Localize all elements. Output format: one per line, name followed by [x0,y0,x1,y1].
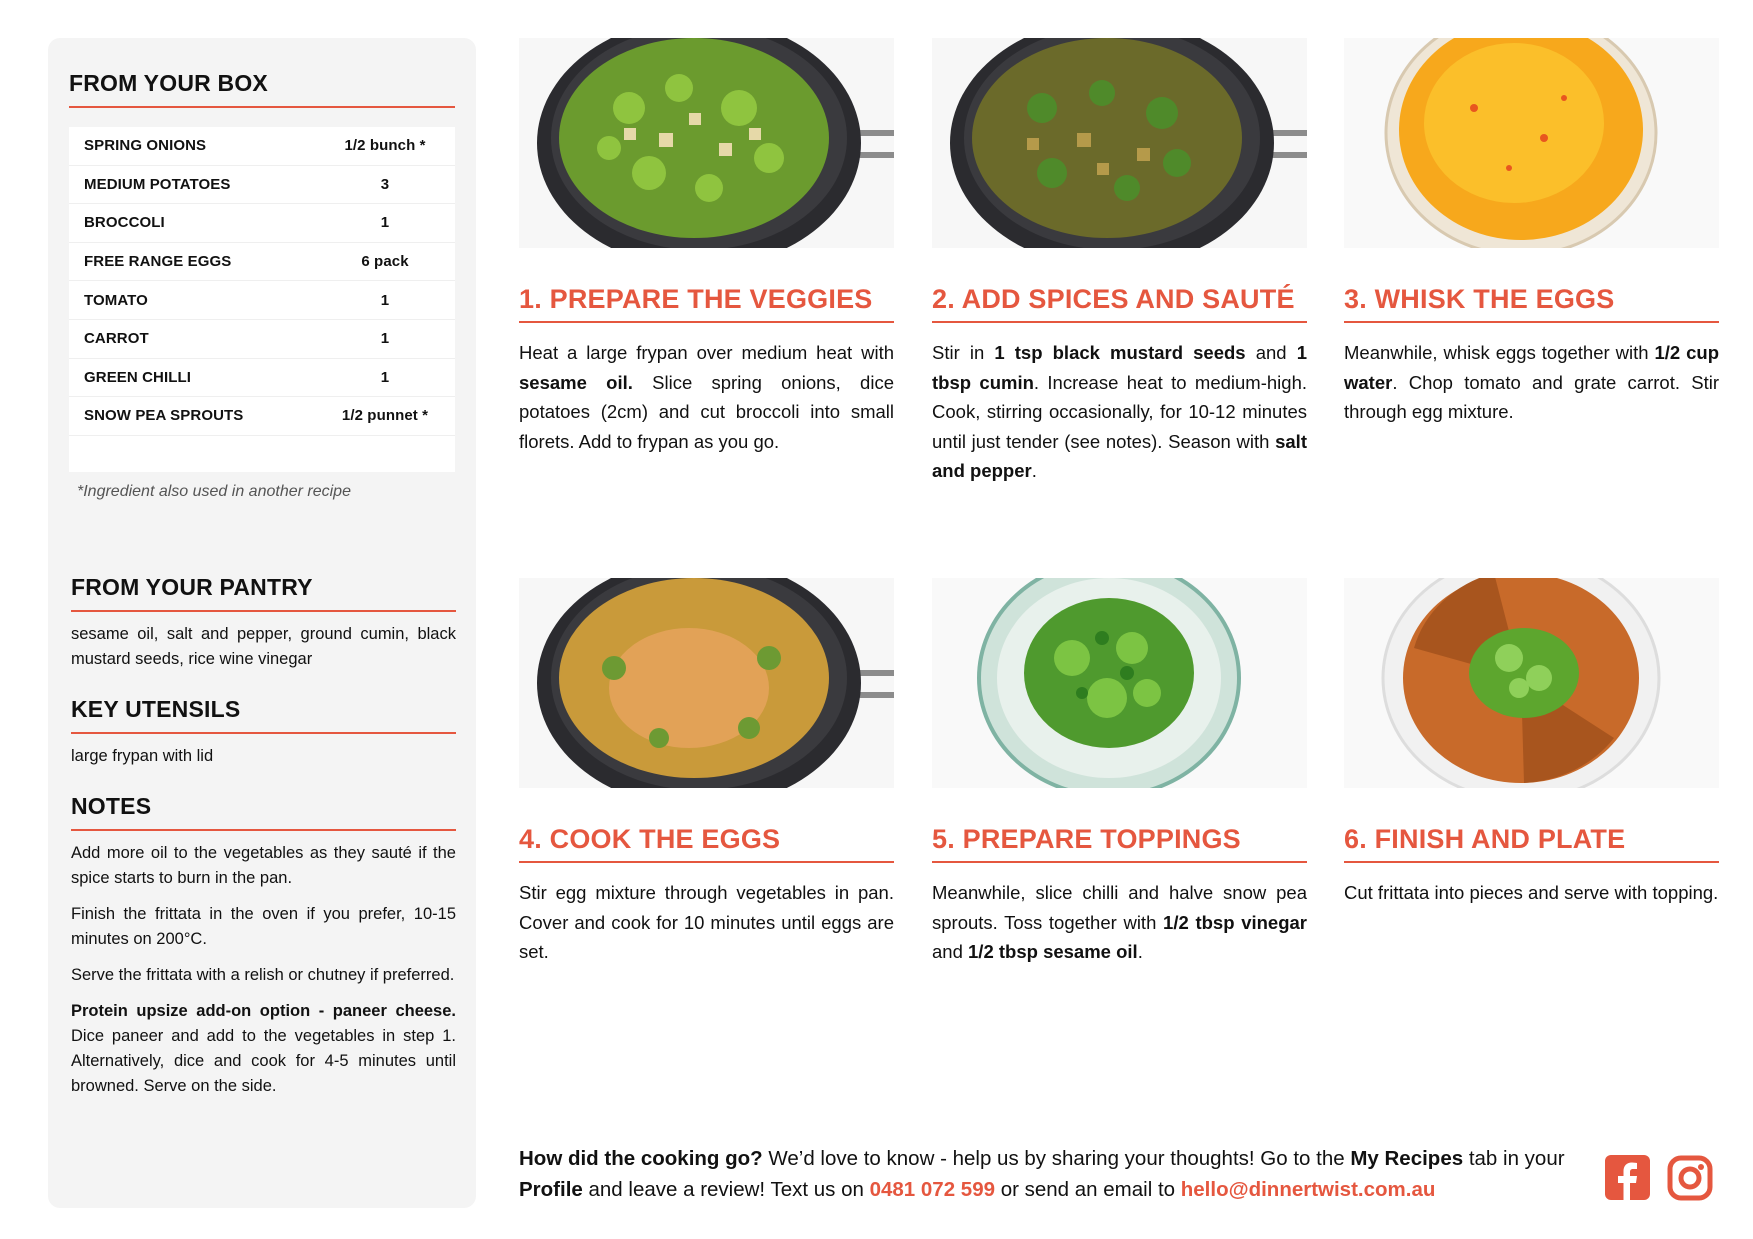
step-1-photo [519,38,894,248]
step-6-photo [1344,578,1719,788]
my-recipes-link[interactable]: My Recipes [1350,1147,1464,1170]
phone-link[interactable]: 0481 072 599 [869,1178,995,1201]
step-4-body: Stir egg mixture through vegetables in pan. Cover and cook for 10 minutes until eggs are set. [519,882,894,962]
feedback-question: How did the cooking go? [519,1147,763,1170]
note-3: Serve the frittata with a relish or chutney if preferred. [71,966,455,984]
step-5-body: Meanwhile, slice chilli and halve snow pea sprouts. Toss together with 1/2 tbsp vinegar and 1/2 tbsp sesame oil. [932,882,1307,962]
facebook-icon[interactable] [1605,1155,1650,1200]
ingredient-row [69,359,455,398]
step-6 [1344,578,1719,908]
ingredient-name: TOMATO [84,291,148,309]
step-3-body: Meanwhile, whisk eggs together with 1/2 cup water. Chop tomato and grate carrot. Stir through egg mixture. [1344,342,1720,422]
email-link[interactable]: hello@dinnertwist.com.au [1180,1178,1436,1201]
ingredients-panel [48,38,476,1208]
step-5 [932,578,1307,967]
note-1: Add more oil to the vegetables as they sauté if the spice starts to burn in the pan. [71,844,456,887]
ingredient-qty: 6 pack [361,253,409,271]
step-1 [519,38,894,456]
step-1-title: 1. PREPARE THE VEGGIES [519,284,894,323]
step-6-title: 6. FINISH AND PLATE [1344,824,1719,863]
step-3-photo [1344,38,1719,248]
ingredient-name: CARROT [84,330,149,348]
note-4-bold: Protein upsize add-on option - paneer cheese. [71,1002,456,1020]
notes-section [71,793,456,1099]
utensils-section [71,696,456,769]
ingredient-row [69,243,455,282]
ingredient-row [69,166,455,205]
step-3-title: 3. WHISK THE EGGS [1344,284,1719,323]
ingredient-name: SPRING ONIONS [84,137,207,155]
step-5-photo [932,578,1307,788]
step-4-photo [519,578,894,788]
ingredient-qty: 3 [380,175,390,193]
step-2-body: Stir in 1 tsp black mustard seeds and 1 tbsp cumin. Increase heat to medium-high. Cook, stirring occasionally, for 10-12 minutes until just tender (see notes). Season with salt and pepper. [932,342,1307,481]
ingredient-row [69,127,455,166]
ingredient-qty: 1 [380,291,390,309]
ingredient-qty: 1/2 bunch * [344,137,426,155]
step-6-body: Cut frittata into pieces and serve with topping. [1344,882,1719,903]
step-2 [932,38,1307,486]
ingredient-row [69,204,455,243]
step-1-body: Heat a large frypan over medium heat with sesame oil. Slice spring onions, dice potatoes (2cm) and cut broccoli into small florets. Add to frypan as you go. [519,342,894,452]
ingredient-qty: 1 [380,368,390,386]
instagram-icon[interactable] [1667,1155,1713,1201]
pantry-text: sesame oil, salt and pepper, ground cumin, black mustard seeds, rice wine vinegar [71,625,456,668]
note-4-text: Dice paneer and add to the vegetables in step 1. Alternatively, dice and cook for 4-5 minutes until browned. Serve on the side. [71,1027,456,1095]
from-your-box-section [69,70,455,108]
ingredient-name: SNOW PEA SPROUTS [84,407,244,425]
ingredients-table [69,127,455,472]
ingredient-qty: 1 [380,330,390,348]
ingredient-name: MEDIUM POTATOES [84,175,231,193]
ingredient-qty: 1/2 punnet * [341,407,429,425]
ingredient-name: BROCCOLI [84,214,165,232]
pantry-heading: FROM YOUR PANTRY [71,574,456,612]
ingredient-row [69,397,455,436]
step-5-title: 5. PREPARE TOPPINGS [932,824,1307,863]
step-3 [1344,38,1719,427]
ingredient-name: GREEN CHILLI [84,368,192,386]
step-4-title: 4. COOK THE EGGS [519,824,894,863]
step-2-title: 2. ADD SPICES AND SAUTÉ [932,284,1307,323]
utensils-heading: KEY UTENSILS [71,696,456,734]
step-2-photo [932,38,1307,248]
box-heading: FROM YOUR BOX [69,70,455,108]
ingredient-footnote: *Ingredient also used in another recipe [77,483,351,500]
ingredient-name: FREE RANGE EGGS [84,253,232,271]
feedback-footer: How did the cooking go? We’d love to know - help us by sharing your thoughts! Go to the My Recipes tab in your Profile and leave a review! Text us on 0481 072 599 or send an email to hello@dinnertwist.com.au [519,1147,1565,1201]
profile-link[interactable]: Profile [519,1178,583,1201]
ingredient-row [69,320,455,359]
utensils-text: large frypan with lid [71,747,214,765]
pantry-section [71,574,456,672]
note-4 [71,999,456,1099]
notes-heading: NOTES [71,793,456,831]
ingredient-qty: 1 [380,214,390,232]
ingredient-row [69,281,455,320]
note-2: Finish the frittata in the oven if you prefer, 10-15 minutes on 200°C. [71,905,456,948]
step-4 [519,578,894,967]
